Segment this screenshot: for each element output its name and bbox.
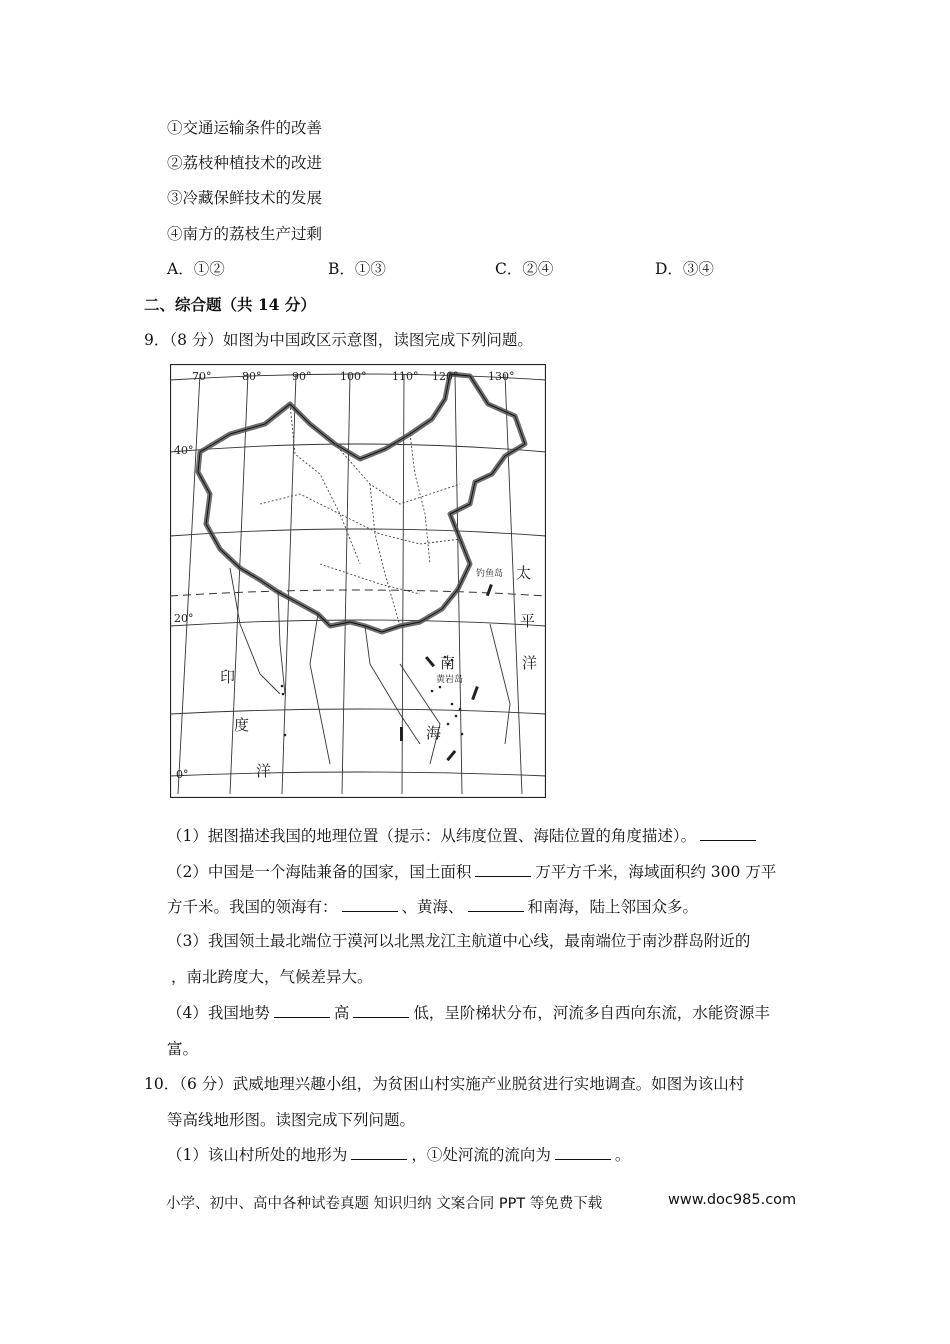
q8-item-1: ①交通运输条件的改善: [167, 119, 323, 137]
q8-item-2: ②荔枝种植技术的改进: [167, 154, 323, 172]
lon-label-120: 120°: [432, 370, 459, 383]
q9-sub1-text: （1）据图描述我国的地理位置（提示：从纬度位置、海陆位置的角度描述）。: [167, 827, 697, 845]
lon-label-100: 100°: [340, 370, 367, 383]
q9-sub2-text-d: 、黄海、: [401, 898, 464, 916]
q8-option-d: D．③④: [655, 260, 714, 278]
lon-label-80: 80°: [242, 370, 262, 383]
lat-label-0: 0°: [176, 768, 189, 781]
q9-sub4-text-c: 低，呈阶梯状分布，河流多自西向东流，水能资源丰: [413, 1004, 770, 1022]
q9-sub2-blank-area[interactable]: [475, 862, 531, 877]
label-diaoyu-island: 钓鱼岛: [476, 569, 504, 579]
lon-label-70: 70°: [192, 370, 212, 383]
q9-sub2-text-b: 万平方千米，海域面积约 300 万平: [535, 863, 777, 881]
q9-sub2-blank-sea2[interactable]: [468, 897, 524, 912]
q10-sub1: [167, 1145, 630, 1165]
lon-label-90: 90°: [292, 370, 312, 383]
q9-sub2-blank-sea1[interactable]: [342, 897, 398, 912]
q8-option-c: C．②④: [495, 260, 554, 278]
label-tai: 太: [516, 564, 532, 582]
q10-stem-line2: 等高线地形图。读图完成下列问题。: [167, 1111, 416, 1129]
q10-sub1-text-c: 。: [614, 1146, 631, 1164]
q8-option-b: B．①③: [328, 260, 386, 278]
q9-sub3-line2: [167, 967, 373, 987]
q9-sub4-blank-high[interactable]: [274, 1003, 330, 1018]
q9-sub4-text-b: 高: [333, 1004, 350, 1022]
q10-stem-line1: 10．（6 分）武威地理兴趣小组，为贫困山村实施产业脱贫进行实地调查。如图为该山村: [144, 1075, 745, 1093]
q9-sub2-text-c: 方千米。我国的领海有：: [167, 898, 338, 916]
q9-sub3-line1: （3）我国领土最北端位于漠河以北黑龙江主航道中心线，最南端位于南沙群岛附近的: [167, 932, 751, 950]
china-political-map: [170, 364, 546, 798]
section-title: 二、综合题（共 14 分）: [144, 295, 316, 314]
label-yang-indian: 洋: [256, 762, 272, 780]
label-yang-pacific: 洋: [522, 654, 538, 672]
q10-sub1-text-a: （1）该山村所处的地形为: [167, 1146, 348, 1164]
q9-sub4-line1: [167, 1003, 770, 1023]
footer-text: 小学、初中、高中各种试卷真题 知识归纳 文案合同 PPT 等免费下载: [166, 1196, 603, 1212]
label-nan: 南: [440, 654, 456, 672]
q10-sub1-blank-terrain[interactable]: [351, 1145, 407, 1160]
q9-sub1-blank[interactable]: [700, 826, 756, 841]
q8-item-4: ④南方的荔枝生产过剩: [167, 225, 323, 243]
q8-item-3: ③冷藏保鲜技术的发展: [167, 189, 323, 207]
q9-sub4-line2: 富。: [167, 1040, 199, 1058]
q10-sub1-text-b: ，①处河流的流向为: [411, 1146, 551, 1164]
label-yin: 印: [220, 668, 236, 686]
q9-sub2-line1: [167, 862, 776, 882]
label-huangyan-island: 黄岩岛: [436, 675, 464, 685]
label-hai: 海: [426, 724, 442, 742]
lat-label-40: 40°: [174, 444, 194, 457]
q9-sub1: [167, 826, 760, 846]
lon-label-110: 110°: [392, 370, 419, 383]
q9-sub2-text-e: 和南海，陆上邻国众多。: [527, 898, 699, 916]
lat-label-20: 20°: [174, 612, 194, 625]
q9-sub2-line2: [167, 897, 698, 917]
q8-option-a: A．①②: [167, 260, 225, 278]
lon-label-130: 130°: [488, 370, 515, 383]
q9-stem: 9．（8 分）如图为中国政区示意图，读图完成下列问题。: [144, 331, 533, 349]
q9-sub4-blank-low[interactable]: [353, 1003, 409, 1018]
q9-sub2-text-a: （2）中国是一个海陆兼备的国家，国土面积: [167, 863, 472, 881]
label-ping: 平: [520, 612, 536, 630]
footer-link[interactable]: www.doc985.com: [668, 1192, 797, 1208]
q9-sub4-text-a: （4）我国地势: [167, 1004, 270, 1022]
q9-sub3-text-b: ，南北跨度大，气候差异大。: [171, 968, 373, 986]
label-du: 度: [234, 716, 250, 734]
q10-sub1-blank-direction[interactable]: [555, 1145, 611, 1160]
